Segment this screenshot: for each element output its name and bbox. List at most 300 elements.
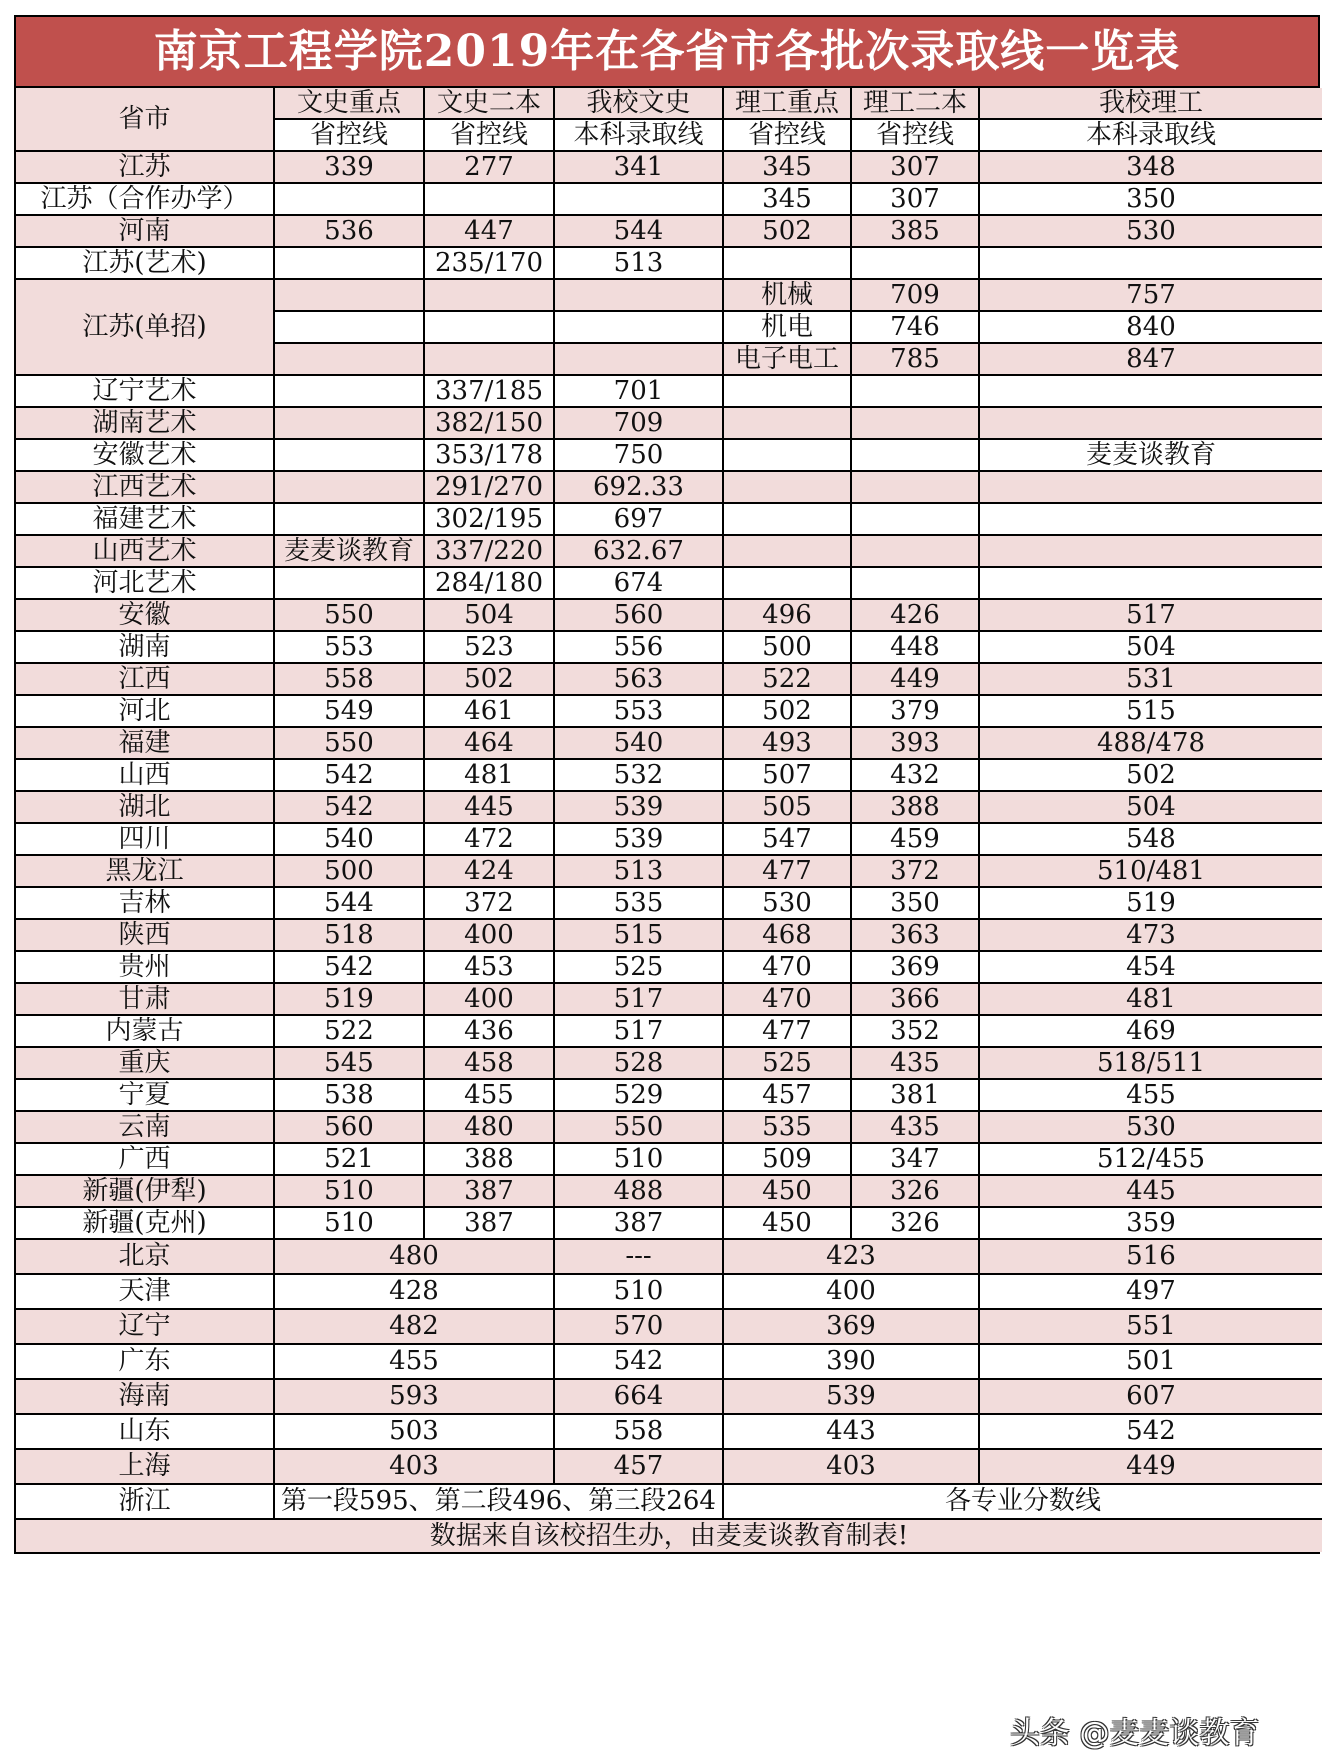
table-cell: 512/455 [979, 1143, 1322, 1175]
admission-table [16, 88, 1322, 1552]
province-cell: 上海 [16, 1449, 274, 1484]
table-cell: 307 [851, 151, 979, 183]
table-cell [723, 247, 851, 279]
table-cell: 549 [274, 695, 424, 727]
table-cell: 454 [979, 951, 1322, 983]
table-row [16, 1239, 1322, 1274]
table-cell: 387 [554, 1207, 723, 1239]
table-cell: 517 [979, 599, 1322, 631]
table-cell [979, 535, 1322, 567]
table-cell: 519 [979, 887, 1322, 919]
table-cell: 449 [851, 663, 979, 695]
province-cell: 海南 [16, 1379, 274, 1414]
table-cell: 450 [723, 1207, 851, 1239]
table-cell: 机械 [723, 279, 851, 311]
table-cell: 麦麦谈教育 [274, 535, 424, 567]
table-cell: 510 [554, 1143, 723, 1175]
table-cell: 403 [274, 1449, 554, 1484]
province-cell: 云南 [16, 1111, 274, 1143]
table-cell: 551 [979, 1309, 1322, 1344]
table-cell: 535 [723, 1111, 851, 1143]
table-cell: 523 [424, 631, 554, 663]
table-cell: 350 [979, 183, 1322, 215]
table-cell [424, 279, 554, 311]
table-row [16, 535, 1322, 567]
table-cell [851, 439, 979, 471]
table-cell: 345 [723, 151, 851, 183]
table-cell: 560 [274, 1111, 424, 1143]
province-cell: 广西 [16, 1143, 274, 1175]
table-cell: 481 [424, 759, 554, 791]
table-cell: 461 [424, 695, 554, 727]
table-cell: 540 [554, 727, 723, 759]
table-cell: 326 [851, 1175, 979, 1207]
table-cell: 785 [851, 343, 979, 375]
province-cell: 浙江 [16, 1484, 274, 1519]
table-cell [851, 567, 979, 599]
table-cell: 477 [723, 855, 851, 887]
table-row [16, 1175, 1322, 1207]
table-cell [424, 343, 554, 375]
table-cell: 529 [554, 1079, 723, 1111]
table-cell: 366 [851, 983, 979, 1015]
table-cell: 400 [424, 919, 554, 951]
table-cell: 445 [424, 791, 554, 823]
table-cell [723, 407, 851, 439]
table-cell: 387 [424, 1207, 554, 1239]
table-cell: 528 [554, 1047, 723, 1079]
table-row [16, 887, 1322, 919]
table-cell: 550 [274, 599, 424, 631]
table-cell: 307 [851, 183, 979, 215]
table-cell: 560 [554, 599, 723, 631]
province-cell: 河北 [16, 695, 274, 727]
table-cell [274, 183, 424, 215]
table-cell: 497 [979, 1274, 1322, 1309]
table-cell: 504 [979, 631, 1322, 663]
table-cell: 847 [979, 343, 1322, 375]
table-cell [851, 503, 979, 535]
table-cell: 504 [424, 599, 554, 631]
table-cell: 607 [979, 1379, 1322, 1414]
table-cell: 337/185 [424, 375, 554, 407]
province-cell: 江苏(艺术) [16, 247, 274, 279]
table-cell: 536 [274, 215, 424, 247]
table-cell [274, 439, 424, 471]
table-cell: 235/170 [424, 247, 554, 279]
table-cell: 468 [723, 919, 851, 951]
province-cell: 重庆 [16, 1047, 274, 1079]
table-cell [723, 567, 851, 599]
table-cell: 455 [979, 1079, 1322, 1111]
table-row [16, 1111, 1322, 1143]
table-cell: 428 [274, 1274, 554, 1309]
table-cell: 544 [274, 887, 424, 919]
table-cell: 510 [274, 1207, 424, 1239]
table-cell: 547 [723, 823, 851, 855]
table-cell [424, 311, 554, 343]
table-cell: 388 [424, 1143, 554, 1175]
table-cell: 515 [979, 695, 1322, 727]
table-cell: 457 [554, 1449, 723, 1484]
table-cell: 450 [723, 1175, 851, 1207]
table-cell [851, 407, 979, 439]
table-cell [554, 183, 723, 215]
table-cell: 277 [424, 151, 554, 183]
table-cell: 535 [554, 887, 723, 919]
table-cell: 531 [979, 663, 1322, 695]
table-row [16, 471, 1322, 503]
table-cell: 435 [851, 1047, 979, 1079]
table-row [16, 1379, 1322, 1414]
table-cell: 347 [851, 1143, 979, 1175]
table-cell: 369 [851, 951, 979, 983]
province-cell: 四川 [16, 823, 274, 855]
table-cell: 530 [723, 887, 851, 919]
table-cell: 692.33 [554, 471, 723, 503]
table-cell [274, 407, 424, 439]
table-cell: 518/511 [979, 1047, 1322, 1079]
province-cell: 湖南艺术 [16, 407, 274, 439]
table-cell: 563 [554, 663, 723, 695]
table-cell [274, 247, 424, 279]
table-cell: 504 [979, 791, 1322, 823]
table-cell: 556 [554, 631, 723, 663]
province-cell: 河北艺术 [16, 567, 274, 599]
table-row [16, 375, 1322, 407]
table-cell: 542 [274, 951, 424, 983]
table-cell [979, 375, 1322, 407]
province-cell: 河南 [16, 215, 274, 247]
table-cell: 302/195 [424, 503, 554, 535]
footer-note: 数据来自该校招生办，由麦麦谈教育制表! [16, 1519, 1322, 1552]
table-cell [851, 535, 979, 567]
table-cell: 502 [979, 759, 1322, 791]
table-row [16, 599, 1322, 631]
header-sub: 本科录取线 [554, 119, 723, 151]
table-cell: 477 [723, 1015, 851, 1047]
table-cell: 432 [851, 759, 979, 791]
table-cell: 352 [851, 1015, 979, 1047]
table-cell: 709 [554, 407, 723, 439]
header-sub: 省控线 [424, 119, 554, 151]
table-cell: 284/180 [424, 567, 554, 599]
table-row [16, 567, 1322, 599]
table-title: 南京工程学院2019年在各省市各批次录取线一览表 [16, 17, 1318, 88]
province-cell: 湖北 [16, 791, 274, 823]
table-cell [554, 279, 723, 311]
table-cell: 470 [723, 983, 851, 1015]
table-cell [274, 471, 424, 503]
table-cell [979, 503, 1322, 535]
table-cell: 482 [274, 1309, 554, 1344]
header-col: 理工重点 [723, 88, 851, 119]
admission-table-sheet [14, 15, 1320, 1554]
table-row [16, 247, 1322, 279]
province-cell: 内蒙古 [16, 1015, 274, 1047]
table-cell: 470 [723, 951, 851, 983]
table-cell: 472 [424, 823, 554, 855]
table-row [16, 759, 1322, 791]
table-cell: 各专业分数线 [723, 1484, 1322, 1519]
table-cell [851, 375, 979, 407]
table-cell: 518 [274, 919, 424, 951]
province-cell: 江苏(单招) [16, 279, 274, 375]
table-cell: 517 [554, 983, 723, 1015]
table-row [16, 1414, 1322, 1449]
table-cell: 496 [723, 599, 851, 631]
province-cell: 吉林 [16, 887, 274, 919]
header-col: 我校理工 [979, 88, 1322, 119]
table-cell: 448 [851, 631, 979, 663]
table-cell: 538 [274, 1079, 424, 1111]
table-cell: 369 [723, 1309, 979, 1344]
table-cell: 542 [274, 791, 424, 823]
province-cell: 安徽艺术 [16, 439, 274, 471]
table-cell: 544 [554, 215, 723, 247]
province-cell: 天津 [16, 1274, 274, 1309]
table-row [16, 439, 1322, 471]
table-row [16, 1079, 1322, 1111]
table-cell: 372 [851, 855, 979, 887]
table-cell: 664 [554, 1379, 723, 1414]
table-cell: 697 [554, 503, 723, 535]
table-cell: 387 [424, 1175, 554, 1207]
table-row [16, 407, 1322, 439]
table-cell: 532 [554, 759, 723, 791]
table-cell [723, 375, 851, 407]
table-row [16, 983, 1322, 1015]
table-cell: 746 [851, 311, 979, 343]
table-cell: 麦麦谈教育 [979, 439, 1322, 471]
table-row [16, 215, 1322, 247]
table-cell: 291/270 [424, 471, 554, 503]
table-cell [851, 471, 979, 503]
table-row [16, 791, 1322, 823]
table-cell: 473 [979, 919, 1322, 951]
header-province: 省市 [16, 88, 274, 151]
table-cell: 326 [851, 1207, 979, 1239]
table-row [16, 1015, 1322, 1047]
table-cell: 553 [554, 695, 723, 727]
table-cell: 593 [274, 1379, 554, 1414]
table-cell: 513 [554, 247, 723, 279]
table-cell [979, 567, 1322, 599]
table-cell: 455 [424, 1079, 554, 1111]
table-cell: 501 [979, 1344, 1322, 1379]
header-col: 文史二本 [424, 88, 554, 119]
table-cell: 558 [554, 1414, 723, 1449]
table-cell: 341 [554, 151, 723, 183]
table-cell: 393 [851, 727, 979, 759]
table-row [16, 279, 1322, 311]
province-cell: 辽宁 [16, 1309, 274, 1344]
table-cell [723, 535, 851, 567]
table-row [16, 1309, 1322, 1344]
table-cell: 359 [979, 1207, 1322, 1239]
table-cell: 488 [554, 1175, 723, 1207]
province-cell: 福建 [16, 727, 274, 759]
table-cell [979, 247, 1322, 279]
table-cell: 458 [424, 1047, 554, 1079]
table-cell: 502 [723, 215, 851, 247]
table-cell: 540 [274, 823, 424, 855]
province-cell: 陕西 [16, 919, 274, 951]
table-cell: 539 [554, 791, 723, 823]
table-row [16, 663, 1322, 695]
table-cell: 493 [723, 727, 851, 759]
province-cell: 安徽 [16, 599, 274, 631]
table-cell: 516 [979, 1239, 1322, 1274]
table-cell: 632.67 [554, 535, 723, 567]
table-cell: 385 [851, 215, 979, 247]
table-cell: 435 [851, 1111, 979, 1143]
table-cell: 542 [979, 1414, 1322, 1449]
table-cell [274, 343, 424, 375]
table-cell: 558 [274, 663, 424, 695]
table-cell: 449 [979, 1449, 1322, 1484]
table-cell: 513 [554, 855, 723, 887]
table-cell: 550 [274, 727, 424, 759]
table-cell: 400 [723, 1274, 979, 1309]
table-cell: 709 [851, 279, 979, 311]
table-cell [979, 471, 1322, 503]
table-cell: 423 [723, 1239, 979, 1274]
table-cell: 350 [851, 887, 979, 919]
table-cell: 388 [851, 791, 979, 823]
table-cell [274, 279, 424, 311]
province-cell: 辽宁艺术 [16, 375, 274, 407]
table-cell: 519 [274, 983, 424, 1015]
table-cell [554, 343, 723, 375]
table-row [16, 1143, 1322, 1175]
table-row [16, 151, 1322, 183]
province-cell: 福建艺术 [16, 503, 274, 535]
table-row [16, 1344, 1322, 1379]
table-cell: 539 [554, 823, 723, 855]
table-cell: 542 [274, 759, 424, 791]
table-cell: 757 [979, 279, 1322, 311]
table-row [16, 1449, 1322, 1484]
table-cell [979, 407, 1322, 439]
table-row [16, 919, 1322, 951]
province-cell: 山东 [16, 1414, 274, 1449]
table-row [16, 1207, 1322, 1239]
province-cell: 江苏（合作办学） [16, 183, 274, 215]
table-cell: 509 [723, 1143, 851, 1175]
table-cell: 447 [424, 215, 554, 247]
table-cell: 469 [979, 1015, 1322, 1047]
province-cell: 宁夏 [16, 1079, 274, 1111]
table-cell [851, 247, 979, 279]
table-cell: 445 [979, 1175, 1322, 1207]
table-cell: 525 [554, 951, 723, 983]
watermark: 头条 @麦麦谈教育 [1010, 1716, 1260, 1751]
table-cell: 539 [723, 1379, 979, 1414]
table-cell: 337/220 [424, 535, 554, 567]
header-sub: 本科录取线 [979, 119, 1322, 151]
table-row [16, 951, 1322, 983]
table-cell: 372 [424, 887, 554, 919]
table-cell: 455 [274, 1344, 554, 1379]
header-col: 我校文史 [554, 88, 723, 119]
table-cell: 570 [554, 1309, 723, 1344]
table-row [16, 183, 1322, 215]
table-row [16, 727, 1322, 759]
table-cell: 426 [851, 599, 979, 631]
table-cell: 840 [979, 311, 1322, 343]
table-cell [274, 375, 424, 407]
table-cell: 548 [979, 823, 1322, 855]
province-cell: 山西艺术 [16, 535, 274, 567]
province-cell: 甘肃 [16, 983, 274, 1015]
header-row-top [16, 88, 1322, 119]
table-cell: 488/478 [979, 727, 1322, 759]
province-cell: 江苏 [16, 151, 274, 183]
table-cell: 381 [851, 1079, 979, 1111]
table-cell: 530 [979, 1111, 1322, 1143]
table-row [16, 631, 1322, 663]
province-cell: 广东 [16, 1344, 274, 1379]
table-cell: 459 [851, 823, 979, 855]
province-cell: 新疆(伊犁) [16, 1175, 274, 1207]
table-row-zhejiang [16, 1484, 1322, 1519]
table-cell: 701 [554, 375, 723, 407]
table-cell: 第一段595、第二段496、第三段264 [274, 1484, 723, 1519]
table-cell: 500 [274, 855, 424, 887]
province-cell: 江西 [16, 663, 274, 695]
table-cell: 674 [554, 567, 723, 599]
table-cell: 机电 [723, 311, 851, 343]
table-cell: 379 [851, 695, 979, 727]
table-cell: 353/178 [424, 439, 554, 471]
table-cell [723, 439, 851, 471]
table-cell: 424 [424, 855, 554, 887]
table-cell: 510 [554, 1274, 723, 1309]
table-cell: 382/150 [424, 407, 554, 439]
table-cell: 522 [723, 663, 851, 695]
table-row [16, 503, 1322, 535]
table-cell: 505 [723, 791, 851, 823]
table-row [16, 855, 1322, 887]
table-cell: 363 [851, 919, 979, 951]
table-cell: 457 [723, 1079, 851, 1111]
table-cell: 750 [554, 439, 723, 471]
table-cell: 339 [274, 151, 424, 183]
table-cell [554, 311, 723, 343]
header-col: 文史重点 [274, 88, 424, 119]
table-cell: 464 [424, 727, 554, 759]
table-cell: 480 [274, 1239, 554, 1274]
province-cell: 新疆(克州) [16, 1207, 274, 1239]
table-cell: 545 [274, 1047, 424, 1079]
header-sub: 省控线 [851, 119, 979, 151]
table-cell: 481 [979, 983, 1322, 1015]
header-sub: 省控线 [723, 119, 851, 151]
table-cell: 453 [424, 951, 554, 983]
table-cell [723, 471, 851, 503]
table-row [16, 695, 1322, 727]
table-cell: 502 [424, 663, 554, 695]
table-cell: 530 [979, 215, 1322, 247]
table-cell: 500 [723, 631, 851, 663]
province-cell: 黑龙江 [16, 855, 274, 887]
table-cell: 503 [274, 1414, 554, 1449]
province-cell: 山西 [16, 759, 274, 791]
province-cell: 湖南 [16, 631, 274, 663]
table-cell: 553 [274, 631, 424, 663]
province-cell: 贵州 [16, 951, 274, 983]
